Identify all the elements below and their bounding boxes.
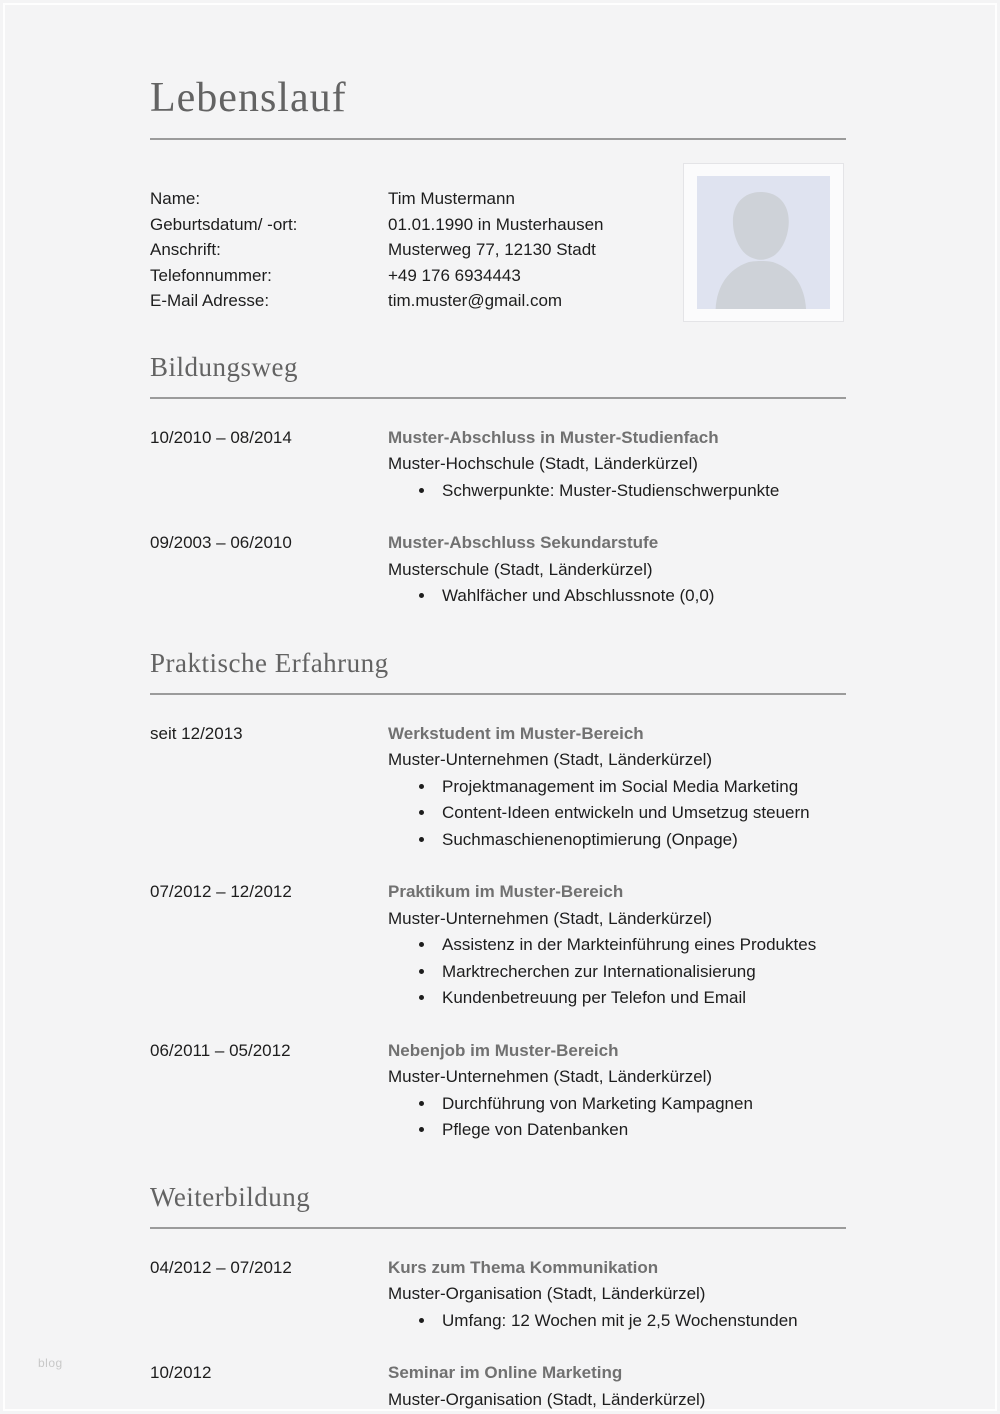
entry-date: 10/2012 — [150, 1363, 212, 1383]
entry-bullet-item: • Wahlfächer und Abschlussnote (0,0) — [436, 583, 846, 610]
entry-bullet-item: • Umfang: 12 Wochen mit je 2,5 Wochenstunden — [436, 1308, 846, 1335]
entry-bullet-item: • Content-Ideen entwickeln und Umsetzug steuern — [436, 800, 846, 827]
entry-subtitle: Muster-Organisation (Stadt, Länderkürzel) — [388, 1389, 706, 1409]
personal-info-label: E-Mail Adresse: — [150, 291, 270, 311]
personal-info-label: Geburtsdatum/ -ort: — [150, 214, 298, 234]
entry-title: Muster-Abschluss in Muster-Studienfach — [388, 427, 719, 447]
entry-date: 07/2012 – 12/2012 — [150, 882, 292, 902]
entry-title: Praktikum im Muster-Bereich — [388, 882, 624, 902]
entry-row — [150, 1360, 846, 1413]
personal-info-value: +49 176 6934443 — [388, 265, 521, 285]
entry-bullet-list — [388, 774, 846, 854]
entry-title: Nebenjob im Muster-Bereich — [388, 1040, 619, 1060]
personal-info-row — [150, 186, 680, 212]
entry-date: 09/2003 – 06/2010 — [150, 533, 292, 553]
entry-row — [150, 1038, 846, 1144]
entry-subtitle: Muster-Hochschule (Stadt, Länderkürzel) — [388, 454, 698, 474]
entry-row — [150, 530, 846, 610]
entry-row — [150, 721, 846, 854]
content-column — [150, 0, 846, 1414]
entry-bullet-item: • Pflege von Datenbanken — [436, 1117, 846, 1144]
entry-subtitle: Muster-Unternehmen (Stadt, Länderkürzel) — [388, 750, 713, 770]
entry-date: seit 12/2013 — [150, 723, 243, 743]
page-title: Lebenslauf — [150, 74, 846, 140]
entry-title: Muster-Abschluss Sekundarstufe — [388, 533, 659, 553]
entry-row — [150, 879, 846, 1012]
entry-bullet-list — [388, 478, 846, 505]
entry-body — [388, 425, 846, 505]
personal-info-value: Musterweg 77, 12130 Stadt — [388, 240, 596, 260]
personal-info-value: tim.muster@gmail.com — [388, 291, 563, 311]
entry-body — [388, 879, 846, 1012]
personal-info-row — [150, 263, 680, 289]
entry-bullet-item: • Durchführung von Marketing Kampagnen — [436, 1091, 846, 1118]
sections — [150, 352, 846, 1414]
entry-bullet-list — [388, 583, 846, 610]
entry-bullet-list — [388, 932, 846, 1012]
entry-subtitle: Muster-Unternehmen (Stadt, Länderkürzel) — [388, 908, 713, 928]
entry-subtitle: Muster-Unternehmen (Stadt, Länderkürzel) — [388, 1067, 713, 1087]
section — [150, 352, 846, 610]
personal-info-row — [150, 237, 680, 263]
personal-info-value: 01.01.1990 in Musterhausen — [388, 214, 604, 234]
personal-info-row — [150, 288, 680, 314]
entry-title: Werkstudent im Muster-Bereich — [388, 723, 644, 743]
personal-info — [150, 186, 680, 314]
section-heading: Bildungsweg — [150, 352, 846, 399]
entry-body — [388, 530, 846, 610]
entry-bullet-item: • Projektmanagement im Social Media Marketing — [436, 774, 846, 801]
watermark-text: blog — [38, 1356, 63, 1370]
entry-bullet-item: • Suchmaschienenoptimierung (Onpage) — [436, 827, 846, 854]
personal-info-label: Name: — [150, 189, 201, 208]
personal-info-label: Telefonnummer: — [150, 265, 272, 285]
entry-subtitle: Muster-Organisation (Stadt, Länderkürzel) — [388, 1284, 706, 1304]
entry-title: Seminar im Online Marketing — [388, 1363, 623, 1383]
personal-info-label: Anschrift: — [150, 240, 221, 260]
entry-bullet-item: • Kundenbetreuung per Telefon und Email — [436, 985, 846, 1012]
entry-bullet-list — [388, 1308, 846, 1335]
personal-info-row — [150, 212, 680, 238]
entry-bullet-item: • Schwerpunkte: Muster-Studienschwerpunkte — [436, 478, 846, 505]
entry-row — [150, 425, 846, 505]
entry-body — [388, 1360, 846, 1413]
section — [150, 648, 846, 1144]
entry-bullet-item: • Marktrecherchen zur Internationalisierung — [436, 959, 846, 986]
personal-info-value: Tim Mustermann — [388, 189, 515, 208]
entry-body — [388, 1038, 846, 1144]
entry-body — [388, 1255, 846, 1335]
section-heading: Praktische Erfahrung — [150, 648, 846, 695]
entry-title: Kurs zum Thema Kommunikation — [388, 1257, 659, 1277]
section-heading: Weiterbildung — [150, 1182, 846, 1229]
entry-subtitle: Musterschule (Stadt, Länderkürzel) — [388, 559, 653, 579]
entry-date: 10/2010 – 08/2014 — [150, 427, 292, 447]
entry-bullet-item: • Assistenz in der Markteinführung eines Produktes — [436, 932, 846, 959]
entry-body — [388, 721, 846, 854]
entry-row — [150, 1255, 846, 1335]
entry-date: 06/2011 – 05/2012 — [150, 1040, 291, 1060]
entry-date: 04/2012 – 07/2012 — [150, 1257, 292, 1277]
section — [150, 1182, 846, 1414]
entry-bullet-list — [388, 1091, 846, 1144]
